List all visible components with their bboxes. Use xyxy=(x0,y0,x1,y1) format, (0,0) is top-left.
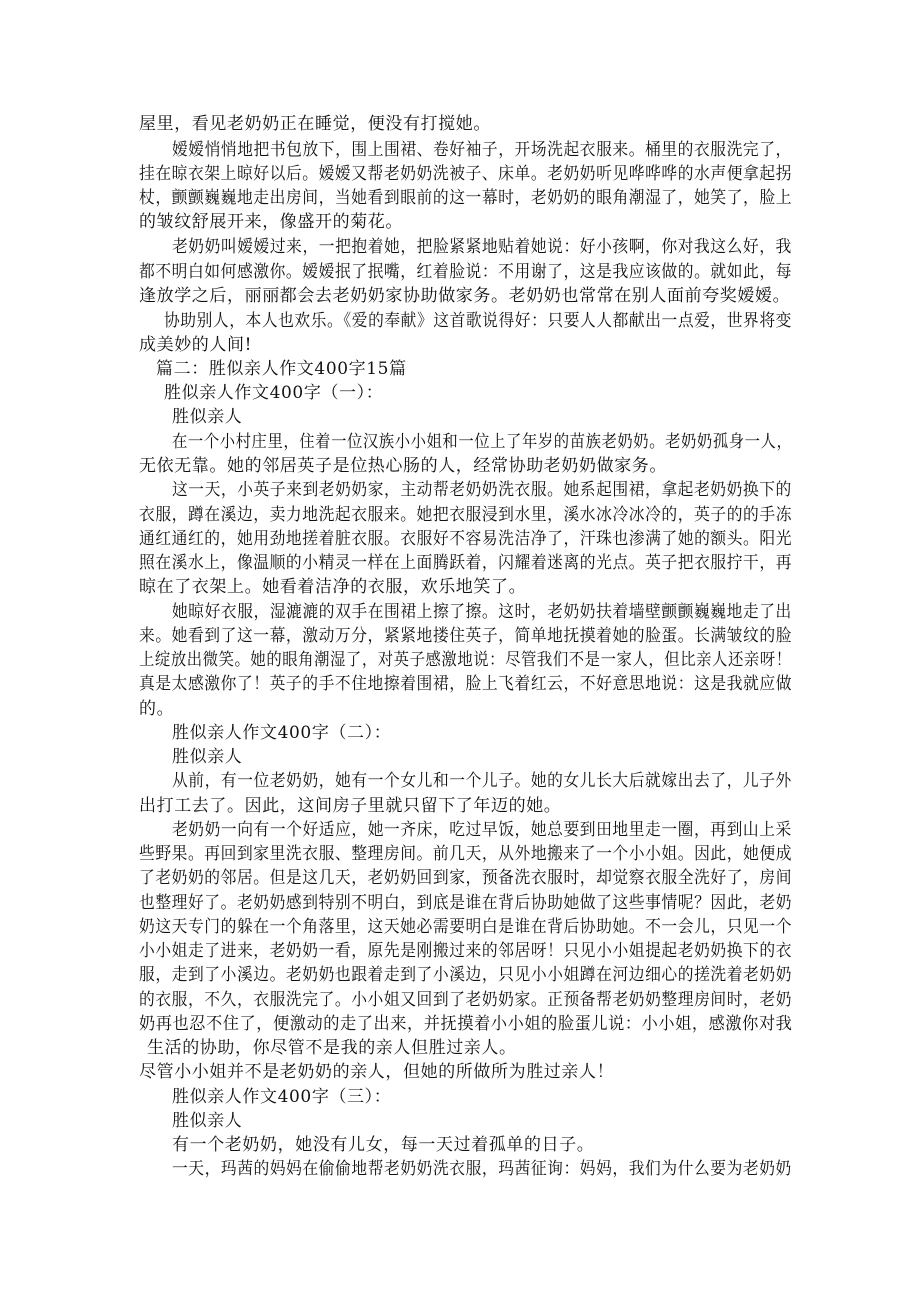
text-line: 的。 xyxy=(139,699,175,719)
text-line: 都不明白如何感激你。嫒嫒抿了抿嘴，红着脸说：不用谢了，这是我应该做的。就如此，每 xyxy=(139,262,793,282)
text-line: 服，走到了小溪边。老奶奶也跟着走到了小溪边，只见小小姐蹲在河边细心的搓洗着老奶奶 xyxy=(139,965,793,985)
text-line: 屋里，看见老奶奶正在睡觉，便没有打搅她。 xyxy=(139,114,491,134)
text-line: 一天，玛茜的妈妈在偷偷地帮老奶奶洗衣服，玛茜征询：妈妈，我们为什么要为老奶奶 xyxy=(172,1159,792,1179)
text-line: 也整理好了。老奶奶感到特别不明白，到底是谁在背后协助她做了这些事情呢？因此，老奶 xyxy=(139,893,793,913)
text-line: 奶这天专门的躲在一个角落里，这天她必需要明白是谁在背后协助她。不一会儿，只见一个 xyxy=(139,917,793,937)
text-line: 的衣服，不久，衣服洗完了。小小姐又回到了老奶奶家。正预备帮老奶奶整理房间时，老奶 xyxy=(139,990,793,1010)
text-line: 照在溪水上，像温顺的小精灵一样在上面腾跃着，闪耀着迷离的光点。英子把衣服拧干，再 xyxy=(139,553,793,573)
text-line: 衣服，蹲在溪边，卖力地洗起衣服来。她把衣服浸到水里，溪水冰冷冰冷的，英子的的手冻 xyxy=(139,505,793,525)
text-line: 来。她看到了这一幕，激动万分，紧紧地搂住英子，简单地抚摸着她的脸蛋。长满皱纹的脸 xyxy=(139,626,793,646)
essay-title: 胜似亲人 xyxy=(172,1111,243,1131)
text-line: 老奶奶叫嫒嫒过来，一把抱着她，把脸紧紧地贴着她说：好小孩啊，你对我这么好，我 xyxy=(172,237,792,257)
text-line: 这一天，小英子来到老奶奶家，主动帮老奶奶洗衣服。她系起围裙，拿起老奶奶换下的 xyxy=(172,480,792,500)
text-line: 生活的协助，你尽管不是我的亲人但胜过亲人。 xyxy=(147,1038,517,1058)
text-line: 的皱纹舒展开来，像盛开的菊花。 xyxy=(139,212,403,232)
text-line: 尽管小小姐并不是老奶奶的亲人，但她的所做所为胜过亲人！ xyxy=(139,1062,615,1082)
text-line: 了老奶奶的邻居。但是这几天，老奶奶回到家，预备洗衣服时，却觉察衣服全洗好了，房间 xyxy=(139,868,793,888)
text-line: 些野果。再回到家里洗衣服、整理房间。前几天，从外地搬来了一个小小姐。因此，她便成 xyxy=(139,844,793,864)
text-line: 胜似亲人作文400字（三）： xyxy=(172,1087,392,1107)
essay-subtitle: 有一个老奶奶，她没有儿女，每一天过着孤单的日子。 xyxy=(172,1135,595,1155)
text-line: 小小姐走了进来，老奶奶一看，原先是刚搬过来的邻居呀！只见小小姐提起老奶奶换下的衣 xyxy=(139,941,793,961)
essay-subtitle: 胜似亲人 xyxy=(172,407,243,427)
text-line: 出打工去了。因此，这间房子里就只留下了年迈的她。 xyxy=(139,796,562,816)
essay-title: 胜似亲人作文400字（一）： xyxy=(164,383,384,403)
text-line: 在一个小村庄里，住着一位汉族小小姐和一位上了年岁的苗族老奶奶。老奶奶孤身一人， xyxy=(172,432,793,452)
text-line: 杖，颤颤巍巍地走出房间，当她看到眼前的这一幕时，老奶奶的眼角潮湿了，她笑了，脸上 xyxy=(139,188,793,208)
text-line: 她晾好衣服，湿漉漉的双手在围裙上擦了擦。这时，老奶奶扶着墙壁颤颤巍巍地走了出 xyxy=(172,602,792,622)
text-line: 通红通红的，她用劲地搓着脏衣服。衣服好不容易洗洁净了，汗珠也渗满了她的额头。阳光 xyxy=(139,529,793,549)
text-line: 晾在了衣架上。她看着洁净的衣服，欢乐地笑了。 xyxy=(139,577,527,597)
text-line: 成美妙的人间! xyxy=(139,335,253,355)
text-line: 逢放学之后，丽丽都会去老奶奶家协助做家务。老奶奶也常常在别人面前夸奖嫒嫒。 xyxy=(139,286,791,306)
essay-title: 胜似亲人作文400字（二）： xyxy=(172,723,392,743)
text-line: 上绽放出微笑。她的眼角潮湿了，对英子感激地说：尽管我们不是一家人，但比亲人还亲呀！ xyxy=(139,650,792,670)
text-line: 老奶奶一向有一个好适应，她一齐床，吃过早饭，她总要到田地里走一圈，再到山上采 xyxy=(172,820,792,840)
essay-subtitle: 胜似亲人 xyxy=(172,747,243,767)
text-line: 协助别人，本人也欢乐。《爱的奉献》这首歌说得好：只要人人都献出一点爱，世界将变 xyxy=(164,311,792,331)
text-line: 真是太感激你了！英子的手不住地擦着围裙，脸上飞着红云，不好意思地说：这是我就应做 xyxy=(139,674,793,694)
text-line: 挂在晾衣架上晾好以后。嫒嫒又帮老奶奶洗被子、床单。老奶奶听见哗哗哗的水声便拿起拐 xyxy=(139,164,793,184)
section-heading: 篇二：胜似亲人作文400字15篇 xyxy=(156,359,407,379)
text-line: 无依无靠。她的邻居英子是位热心肠的人，经常协助老奶奶做家务。 xyxy=(139,456,667,476)
text-line: 奶再也忍不住了，便激动的走了出来，并抚摸着小小姐的脸蛋儿说：小小姐，感激你对我 xyxy=(139,1014,793,1034)
text-line: 嫒嫒悄悄地把书包放下，围上围裙、卷好袖子，开场洗起衣服来。桶里的衣服洗完了， xyxy=(172,140,792,160)
text-line: 从前，有一位老奶奶，她有一个女儿和一个儿子。她的女儿长大后就嫁出去了，儿子外 xyxy=(172,771,792,791)
